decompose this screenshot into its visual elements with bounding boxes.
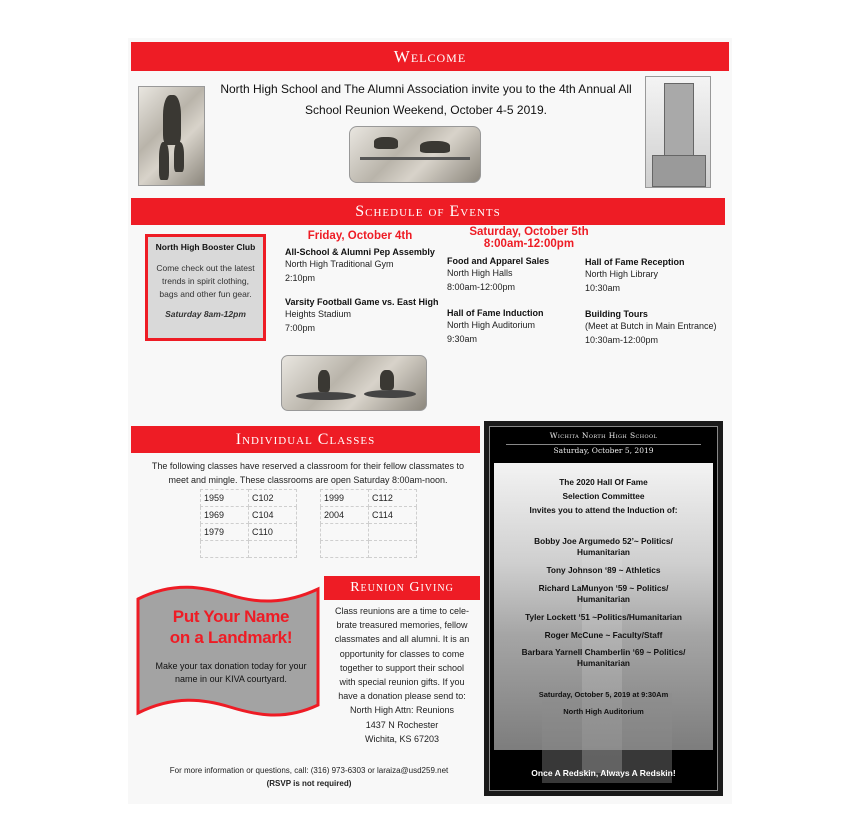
footer bbox=[150, 764, 468, 791]
classes-table-right bbox=[320, 489, 417, 558]
event-title: Hall of Fame Induction bbox=[447, 308, 544, 318]
inductee-category: Humanitarian bbox=[576, 658, 631, 668]
event-location: North High Auditorium bbox=[447, 320, 536, 330]
class-room: C104 bbox=[249, 507, 297, 524]
table-row bbox=[321, 490, 417, 507]
table-row bbox=[201, 490, 297, 507]
classes-table-left bbox=[200, 489, 297, 558]
giving-line: opportunity for classes to come bbox=[339, 648, 465, 659]
induction-datetime: Saturday, October 5, 2019 at 9:30Am bbox=[538, 690, 669, 699]
booster-club-box bbox=[145, 234, 266, 341]
event-location: Heights Stadium bbox=[285, 309, 352, 319]
class-year bbox=[201, 541, 249, 558]
landmark-headline-1: Put Your Name bbox=[172, 607, 290, 626]
booster-body: Come check out the latest trends in spirit clothing, bags and other fun gear. bbox=[156, 263, 255, 299]
friday-event bbox=[285, 247, 445, 285]
giving-text bbox=[326, 604, 478, 746]
class-year bbox=[321, 541, 369, 558]
football-player-photo bbox=[138, 86, 205, 186]
giving-line: 1437 N Rochester bbox=[365, 719, 439, 730]
invitation-motto: Once A Redskin, Always A Redskin! bbox=[531, 768, 676, 778]
saturday-events-left bbox=[447, 256, 577, 346]
event-time: 2:10pm bbox=[285, 273, 316, 283]
footer-contact: For more information or questions, call: (316) 973-6303 or laraiza@usd259.net bbox=[169, 766, 449, 775]
inductee-category: Humanitarian bbox=[576, 547, 631, 557]
classes-banner: Individual Classes bbox=[131, 426, 480, 453]
class-year: 1959 bbox=[201, 490, 249, 507]
saturday-events-right bbox=[585, 257, 725, 347]
event-title: Building Tours bbox=[585, 309, 648, 319]
invitation-intro-line: The 2020 Hall Of Fame bbox=[559, 477, 648, 487]
landmark-body: Make your tax donation today for your name in our KIVA courtyard. bbox=[155, 661, 307, 684]
invitation-intro-line: Invites you to attend the Induction of: bbox=[529, 505, 678, 515]
invitation-intro-line: Selection Committee bbox=[562, 491, 645, 501]
giving-line: Class reunions are a time to cele- bbox=[334, 606, 470, 616]
giving-line: together to support their school bbox=[339, 662, 465, 673]
landmark-text bbox=[146, 606, 316, 686]
friday-events bbox=[285, 247, 445, 335]
giving-line: North High Attn: Reunions bbox=[349, 705, 455, 716]
class-room: C112 bbox=[369, 490, 417, 507]
classes-intro: The following classes have reserved a classroom for their fellow classmates to meet and mingle. These classrooms are open Saturday 8:00am-noon. bbox=[151, 461, 465, 485]
inductee: Tony Johnson ‘89 ~ Athletics bbox=[546, 565, 661, 575]
class-year: 2004 bbox=[321, 507, 369, 524]
class-room bbox=[369, 541, 417, 558]
giving-banner: Reunion Giving bbox=[324, 576, 480, 600]
inductee: Bobby Joe Argumedo 52’~ Politics/ bbox=[534, 536, 673, 546]
class-room: C110 bbox=[249, 524, 297, 541]
saturday-date: Saturday, October 5th bbox=[469, 226, 589, 238]
table-row bbox=[201, 541, 297, 558]
saturday-event bbox=[447, 308, 577, 346]
inductee-category: Humanitarian bbox=[576, 594, 631, 604]
event-time: 9:30am bbox=[447, 334, 478, 344]
saturday-event bbox=[447, 256, 577, 294]
event-title: Varsity Football Game vs. East High bbox=[285, 297, 439, 307]
invitation-frame bbox=[489, 426, 718, 791]
invitation-body bbox=[494, 463, 713, 750]
class-room: C102 bbox=[249, 490, 297, 507]
welcome-intro-line2: School Reunion Weekend, October 4-5 2019. bbox=[305, 103, 547, 117]
canoe-photo bbox=[281, 355, 427, 411]
booster-hours: Saturday 8am-12pm bbox=[165, 309, 246, 319]
class-room: C114 bbox=[369, 507, 417, 524]
inductee: Richard LaMunyon ‘59 ~ Politics/ bbox=[538, 583, 669, 593]
event-title: All-School & Alumni Pep Assembly bbox=[285, 247, 435, 257]
giving-line: with special reunion gifts. If you bbox=[339, 677, 465, 688]
welcome-intro-line1: North High School and The Alumni Association invite you to the 4th Annual All bbox=[220, 82, 632, 96]
saturday-event bbox=[585, 309, 725, 347]
event-time: 8:00am-12:00pm bbox=[447, 282, 516, 292]
invitation-school: Wichita North High School bbox=[549, 431, 658, 440]
hall-of-fame-invitation bbox=[484, 421, 723, 796]
giving-line: have a donation please send to: bbox=[338, 691, 466, 702]
class-room bbox=[369, 524, 417, 541]
friday-event bbox=[285, 297, 445, 335]
inductee: Roger McCune ~ Faculty/Staff bbox=[544, 630, 663, 640]
saturday-time: 8:00am-12:00pm bbox=[483, 238, 575, 250]
event-location: North High Library bbox=[585, 269, 659, 279]
header-rule bbox=[506, 444, 701, 445]
table-row bbox=[321, 541, 417, 558]
event-title: Food and Apparel Sales bbox=[447, 256, 550, 266]
invitation-date: Saturday, October 5, 2019 bbox=[553, 446, 654, 455]
friday-heading: Friday, October 4th bbox=[307, 230, 413, 242]
giving-line: brate treasured memories, fellow bbox=[336, 620, 468, 631]
welcome-intro bbox=[210, 79, 642, 121]
event-time: 10:30am bbox=[585, 283, 621, 293]
event-time: 7:00pm bbox=[285, 323, 316, 333]
booster-title: North High Booster Club bbox=[155, 242, 256, 252]
event-time: 10:30am-12:00pm bbox=[585, 335, 659, 345]
schedule-banner: Schedule of Events bbox=[131, 198, 725, 225]
saturday-event bbox=[585, 257, 725, 295]
event-location: (Meet at Butch in Main Entrance) bbox=[585, 321, 717, 331]
event-location: North High Halls bbox=[447, 268, 513, 278]
hurdles-photo bbox=[349, 126, 481, 183]
landmark-headline-2: on a Landmark! bbox=[169, 628, 293, 647]
table-row bbox=[201, 524, 297, 541]
class-room bbox=[249, 541, 297, 558]
class-year bbox=[321, 524, 369, 541]
giving-line: classmates and all alumni. It is an bbox=[334, 634, 470, 645]
footer-rsvp: (RSVP is not required) bbox=[266, 779, 352, 788]
giving-line: Wichita, KS 67203 bbox=[364, 733, 440, 744]
class-year: 1979 bbox=[201, 524, 249, 541]
table-row bbox=[321, 524, 417, 541]
welcome-banner: Welcome bbox=[131, 42, 729, 71]
event-location: North High Traditional Gym bbox=[285, 259, 394, 269]
class-year: 1999 bbox=[321, 490, 369, 507]
saturday-heading bbox=[444, 226, 614, 250]
table-row bbox=[321, 507, 417, 524]
invitation-header bbox=[490, 431, 717, 455]
school-tower-drawing bbox=[645, 76, 711, 188]
class-year: 1969 bbox=[201, 507, 249, 524]
event-title: Hall of Fame Reception bbox=[585, 257, 685, 267]
induction-location: North High Auditorium bbox=[563, 707, 644, 716]
inductee: Barbara Yarnell Chamberlin ‘69 ~ Politics/ bbox=[521, 647, 686, 657]
table-row bbox=[201, 507, 297, 524]
inductee: Tyler Lockett ‘51 ~Politics/Humanitarian bbox=[525, 612, 682, 622]
